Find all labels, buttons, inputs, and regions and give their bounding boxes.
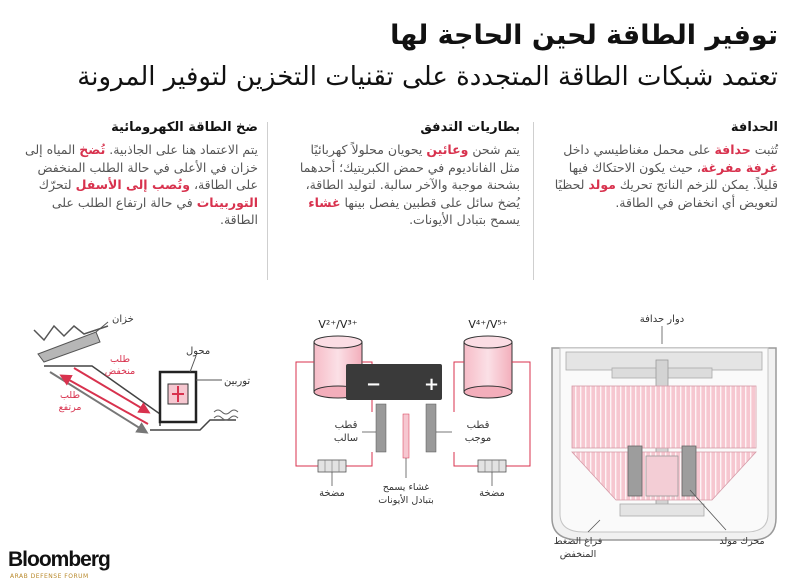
flow-battery-column bbox=[296, 120, 520, 280]
flywheel-column bbox=[540, 120, 778, 280]
turbine-label: توربين bbox=[224, 376, 251, 387]
bloomberg-logo: Bloomberg bbox=[8, 548, 110, 571]
bottom-bearing bbox=[620, 504, 704, 516]
pumped-hydro-column bbox=[20, 120, 258, 280]
right-electrolyte-label: V⁴⁺/V⁵⁺ bbox=[468, 318, 508, 331]
flow-battery-description: يتم شحن وعائين يحويان محلولاً كهربائيًا مثل الفاناديوم في حمض الكبريتيك؛ أحدهما بشحنة موجبة والآخر سالبة. لتوليد الطاقة، يُضخ سائل على قطبين يفصل بينها غشاء يسمح بتبادل الأيونات. bbox=[299, 142, 520, 227]
negative-electrode bbox=[376, 404, 386, 452]
low-demand-label-1: طلب bbox=[109, 354, 131, 365]
motor-label: محرك مولد bbox=[719, 536, 765, 547]
rotor-label: دوار حدافة bbox=[639, 314, 685, 325]
transformer-pointer bbox=[190, 356, 196, 372]
watermark-tagline: ARAB DEFENSE FORUM bbox=[10, 573, 89, 580]
page-title: توفير الطاقة لحين الحاجة لها bbox=[390, 20, 778, 51]
motor-generator bbox=[646, 456, 678, 496]
flywheel-diagram bbox=[552, 314, 776, 560]
right-pump-label: مضخة bbox=[479, 488, 505, 499]
membrane-label-1: غشاء يسمح bbox=[382, 482, 430, 493]
flywheel-rotor bbox=[572, 386, 756, 448]
column-divider bbox=[533, 122, 534, 280]
left-pump-label: مضخة bbox=[319, 488, 345, 499]
minus-terminal: − bbox=[366, 374, 382, 395]
right-pump-icon bbox=[478, 460, 506, 472]
membrane-label-2: بتبادل الأيونات bbox=[378, 495, 434, 506]
motor-stator-right bbox=[682, 446, 696, 496]
positive-pole-label-2: موجب bbox=[464, 433, 492, 444]
pumped-hydro-diagram bbox=[34, 314, 250, 432]
flywheel-heading: الحدافة bbox=[730, 120, 778, 135]
membrane bbox=[403, 414, 409, 458]
page-subtitle: تعتمد شبكات الطاقة المتجددة على تقنيات التخزين لتوفير المرونة bbox=[77, 62, 778, 92]
flow-battery-heading: بطاريات التدفق bbox=[420, 120, 520, 135]
column-divider bbox=[267, 122, 268, 280]
transformer-label: محول bbox=[186, 346, 211, 357]
water-wave-icon bbox=[214, 410, 238, 414]
plus-terminal: + bbox=[424, 374, 440, 395]
motor-stator-left bbox=[628, 446, 642, 496]
negative-pole-label-1: قطب bbox=[334, 420, 358, 431]
positive-electrode bbox=[426, 404, 436, 452]
right-tank bbox=[464, 336, 512, 398]
low-demand-label-2: منخفض bbox=[104, 366, 136, 377]
negative-pole-label-2: سالب bbox=[333, 433, 359, 444]
reservoir-label: خزان bbox=[112, 314, 134, 325]
pumped-hydro-description: يتم الاعتماد هنا على الجاذبية. تُضخ المياه إلى خزان في الأعلى في حالة الطلب المنخفض على الطاقة، وتُصب إلى الأسفل لتحرّك التوربينات في حالة ارتفاع الطلب على الطاقة. bbox=[24, 142, 258, 227]
vacuum-label-2: المنخفض bbox=[559, 549, 597, 560]
left-pump-icon bbox=[318, 460, 346, 472]
high-demand-label-1: طلب bbox=[59, 390, 81, 401]
high-demand-label-2: مرتفع bbox=[58, 402, 82, 413]
flywheel-description: تُثبت حدافة على محمل مغناطيسي داخل غرفة مفرغة، حيث يكون الاحتكاك فيها قليلاً. يمكن للزخم الناتج تحريك مولد لحظيًا لتعويض أي انخفاض في الطاقة. bbox=[554, 142, 778, 210]
flow-battery-diagram bbox=[296, 318, 530, 506]
storage-diagrams bbox=[0, 290, 800, 586]
vacuum-label-1: فراغ الضغط bbox=[553, 536, 603, 547]
pumped-hydro-heading: ضخ الطاقة الكهرومائية bbox=[111, 120, 258, 135]
positive-pole-label-1: قطب bbox=[466, 420, 490, 431]
left-electrolyte-label: V²⁺/V³⁺ bbox=[318, 318, 358, 331]
